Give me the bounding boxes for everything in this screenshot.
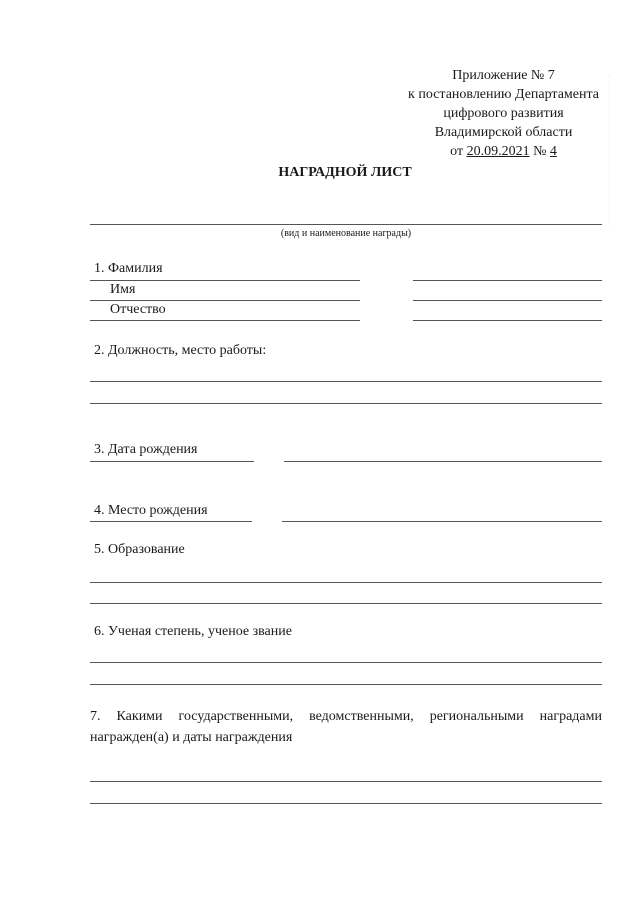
name-right-line (413, 300, 602, 301)
page-title: НАГРАДНОЙ ЛИСТ (278, 165, 412, 180)
resolution-number: 4 (549, 144, 557, 159)
degree-line-2 (90, 684, 602, 685)
education-label: 5. Образование (94, 542, 185, 557)
date-prefix: от (450, 144, 464, 159)
patronymic-right-line (413, 320, 602, 321)
awards-line-2 (90, 803, 602, 804)
awards-label: 7. Какими государственными, ведомственными, региональными наградами награжден(а) и даты награждения (90, 709, 602, 745)
birth-date-label: 3. Дата рождения (94, 442, 198, 457)
patronymic-line (90, 320, 360, 321)
birth-place-line (90, 521, 252, 522)
name-label: Имя (110, 282, 136, 297)
patronymic-label: Отчество (110, 302, 166, 317)
scan-margin-mark (609, 75, 610, 225)
position-label: 2. Должность, место работы: (94, 343, 267, 358)
award-name-line (90, 224, 602, 225)
surname-right-line (413, 280, 602, 281)
appendix-department: цифрового развития (443, 106, 564, 121)
education-line-2 (90, 603, 602, 604)
position-line-1 (90, 381, 602, 382)
degree-label: 6. Ученая степень, ученое звание (94, 624, 292, 639)
award-caption: (вид и наименование награды) (280, 228, 412, 239)
number-sign: № (533, 144, 547, 159)
birth-place-label: 4. Место рождения (94, 503, 208, 518)
position-line-2 (90, 403, 602, 404)
birth-place-right-line (282, 521, 602, 522)
appendix-header (408, 66, 599, 161)
resolution-date: 20.09.2021 (466, 144, 530, 159)
surname-label: 1. Фамилия (94, 261, 163, 276)
appendix-region: Владимирской области (434, 125, 573, 140)
education-line-1 (90, 582, 602, 583)
surname-line (90, 280, 360, 281)
birth-date-line (90, 461, 254, 462)
birth-date-right-line (284, 461, 602, 462)
appendix-resolution: к постановлению Департамента (408, 87, 599, 102)
degree-line-1 (90, 662, 602, 663)
awards-line-1 (90, 781, 602, 782)
name-line (90, 300, 360, 301)
appendix-number: Приложение № 7 (452, 68, 555, 83)
appendix-date-line (408, 142, 599, 161)
